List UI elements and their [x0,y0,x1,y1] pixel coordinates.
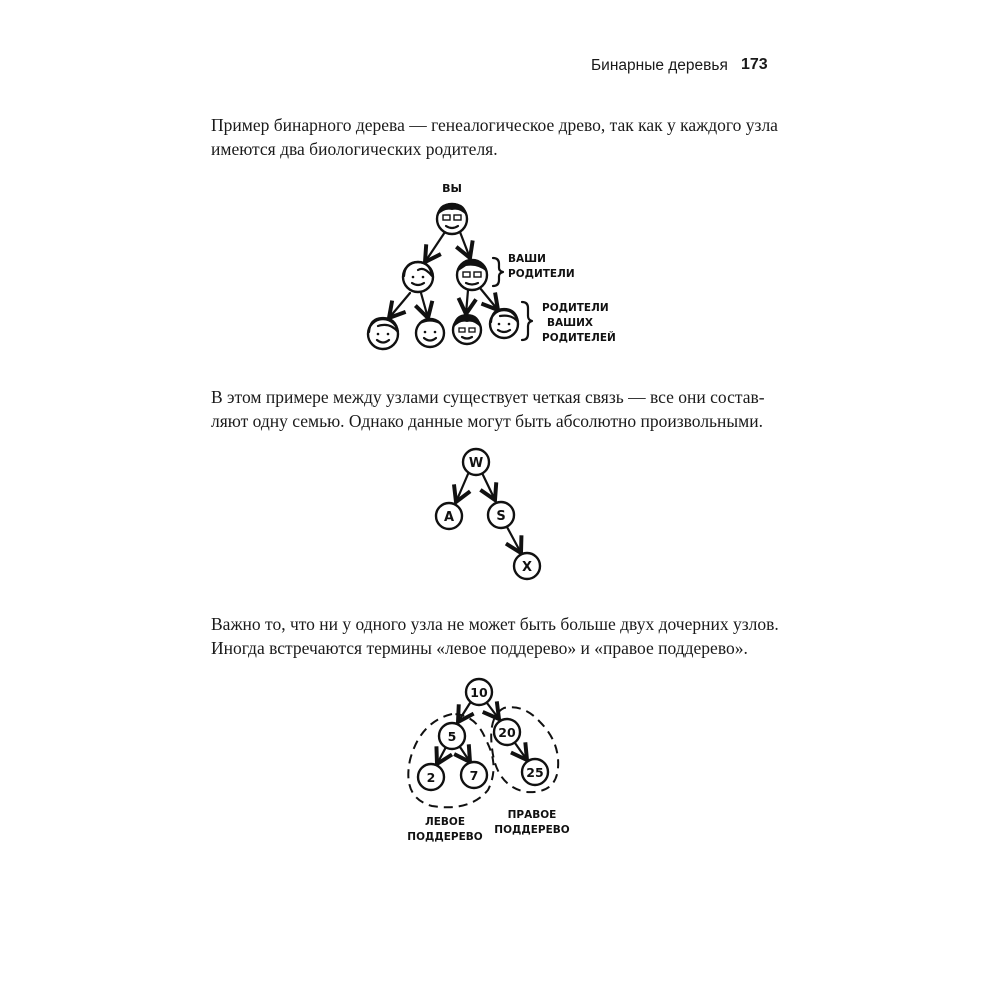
left-subtree-label-line-1: ЛЕВОЕ [425,816,465,828]
number-node-10 [466,679,492,705]
paragraph-1-line-2: имеются два биологических родителя. [211,139,498,159]
paragraph-2-line-2: ляют одну семью. Однако данные могут быть абсолютно произвольными. [211,411,763,431]
number-node-25 [522,759,548,785]
number-node-20-label: 20 [498,725,516,740]
letter-node-x-label: X [521,560,533,575]
left-subtree-label-line-2: ПОДДЕРЕВО [407,831,483,843]
grandparents-label-line-1: РОДИТЕЛИ [542,302,609,314]
paragraph-3-line-2: Иногда встречаются термины «левое поддерево» и «правое поддерево». [211,638,748,658]
number-node-10-label: 10 [470,685,488,700]
number-node-5-label: 5 [447,729,457,744]
number-node-20 [494,719,520,745]
grandparents-label-line-2: ВАШИХ [547,317,593,329]
you-label: ВЫ [442,182,462,195]
paragraph-1-line-1: Пример бинарного дерева — генеалогическое древо, так как у каждого узла [211,115,778,135]
letter-node-s-label: S [496,509,506,524]
number-node-2 [418,764,444,790]
running-header-title: Бинарные деревья [591,57,728,74]
parents-label-line-1: ВАШИ [508,253,546,265]
paragraph-2-line-1: В этом примере между узлами существует четкая связь — все они состав- [211,387,765,407]
number-node-7-label: 7 [469,768,479,783]
number-node-5 [439,723,465,749]
letter-node-w-label: W [468,456,484,471]
page-number: 173 [741,56,768,73]
parents-label-line-2: РОДИТЕЛИ [508,268,575,280]
number-node-7 [461,762,487,788]
letter-node-a-label: A [443,510,455,525]
paragraph-3-line-1: Важно то, что ни у одного узла не может быть больше двух дочерних узлов. [211,614,779,634]
number-node-25-label: 25 [526,765,544,780]
number-node-2-label: 2 [426,770,436,785]
right-subtree-label-line-2: ПОДДЕРЕВО [494,824,570,836]
right-subtree-label-line-1: ПРАВОЕ [507,809,557,821]
grandparents-label-line-3: РОДИТЕЛЕЙ [542,332,616,344]
